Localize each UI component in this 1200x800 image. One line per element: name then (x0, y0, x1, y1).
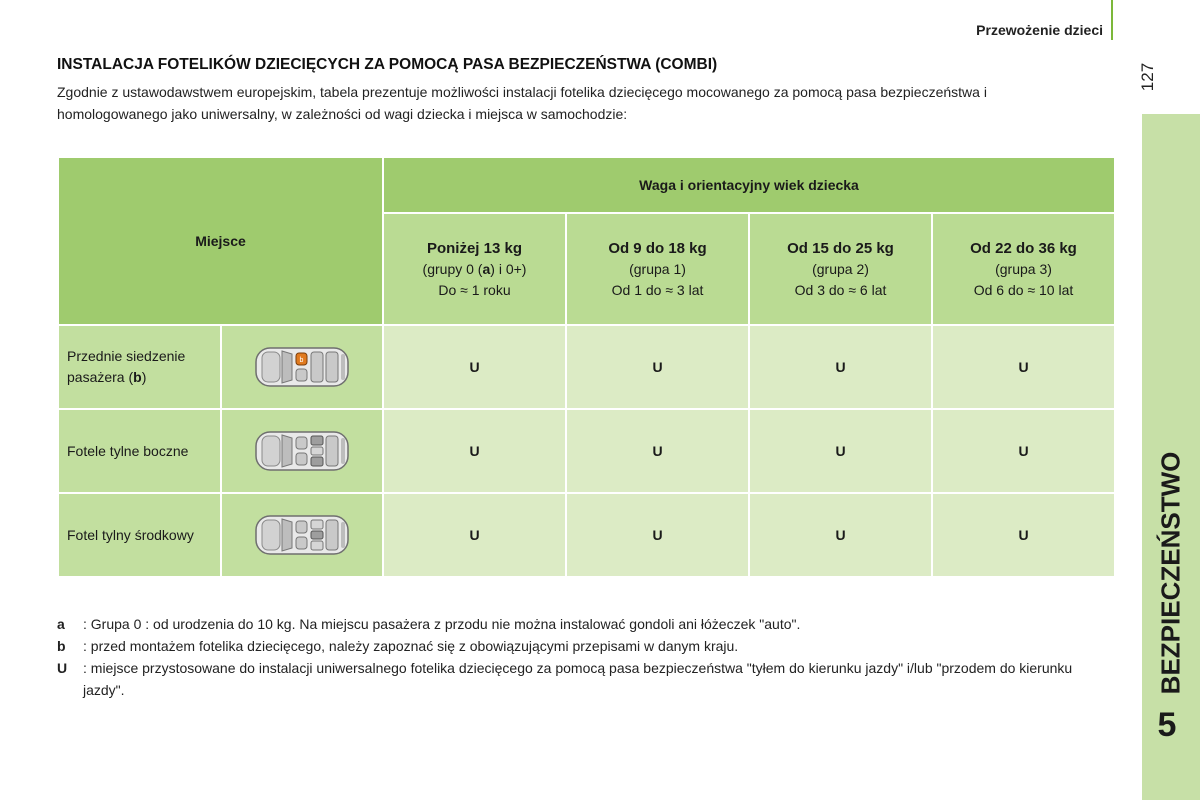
column-header-group-3 (932, 213, 1115, 325)
sidebar-section-label: BEZPIECZEŃSTWO (1155, 451, 1186, 695)
footnote-text: : miejsce przystosowane do instalacji uniwersalnego fotelika dziecięcego za pomocą pasa bezpieczeństwa "tyłem do kierunku jazdy" i/lub "przodem do kierunku jazdy". (83, 660, 1073, 698)
value-cell: U (383, 493, 566, 577)
chapter-number: 5 (1157, 706, 1177, 744)
footnote-key: a (57, 616, 65, 632)
footnote-u (57, 657, 1117, 701)
car-front-seat-icon (252, 345, 352, 389)
column-weight: Od 9 do 18 kg (608, 239, 707, 257)
footnotes (57, 613, 1117, 701)
column-header-group-2 (749, 213, 932, 325)
column-group: (grupa 1) (629, 260, 686, 277)
value-cell: U (932, 325, 1115, 409)
car-rear-side-seats-icon (252, 429, 352, 473)
weight-age-header: Waga i orientacyjny wiek dziecka (383, 157, 1115, 213)
value-cell: U (566, 325, 749, 409)
column-age: Od 6 do ≈ 10 lat (973, 281, 1074, 298)
row-label: Fotel tylny środkowy (58, 493, 221, 577)
table-row-rear-side (58, 409, 1115, 493)
value-cell: U (566, 493, 749, 577)
footnote-key: U (57, 660, 68, 676)
column-group: (grupa 2) (812, 260, 869, 277)
value-cell: U (932, 409, 1115, 493)
column-header-group-1 (566, 213, 749, 325)
header-rule (1111, 0, 1113, 40)
column-weight: Poniżej 13 kg (426, 239, 523, 257)
row-label: Przednie siedzenie pasażera (b) (58, 325, 221, 409)
page-number: 127 (1138, 62, 1157, 92)
footnote-text: : przed montażem fotelika dziecięcego, należy zapoznać się z obowiązującymi przepisami w danym kraju. (83, 638, 739, 654)
value-cell: U (383, 409, 566, 493)
table-row-rear-middle (58, 493, 1115, 577)
footnote-b (57, 635, 1117, 657)
svg-text:b: b (299, 357, 304, 364)
value-cell: U (932, 493, 1115, 577)
footnote-text: : Grupa 0 : od urodzenia do 10 kg. Na miejscu pasażera z przodu nie można instalować gondoli ani łóżeczek "auto". (83, 616, 801, 632)
footnote-a (57, 613, 1117, 635)
column-weight: Od 15 do 25 kg (787, 239, 894, 257)
table-row-front-passenger (58, 325, 1115, 409)
place-header: Miejsce (58, 157, 383, 325)
value-cell: U (749, 493, 932, 577)
column-header-group-0 (383, 213, 566, 325)
footnote-key: b (57, 638, 66, 654)
value-cell: U (749, 409, 932, 493)
page-title: INSTALACJA FOTELIKÓW DZIECIĘCYCH ZA POMOCĄ PASA BEZPIECZEŃSTWA (COMBI) (57, 56, 718, 73)
car-rear-middle-seat-icon (252, 513, 352, 557)
row-label: Fotele tylne boczne (58, 409, 221, 493)
column-group: (grupy 0 (a) i 0+) (422, 260, 527, 277)
column-age: Od 3 do ≈ 6 lat (794, 281, 887, 298)
column-age: Od 1 do ≈ 3 lat (611, 281, 704, 298)
value-cell: U (383, 325, 566, 409)
column-group: (grupa 3) (995, 260, 1052, 277)
column-weight: Od 22 do 36 kg (970, 239, 1077, 257)
value-cell: U (566, 409, 749, 493)
child-seat-table (57, 156, 1116, 578)
column-age: Do ≈ 1 roku (438, 281, 511, 298)
value-cell: U (749, 325, 932, 409)
section-header-title: Przewożenie dzieci (976, 22, 1103, 38)
intro-paragraph: Zgodnie z ustawodawstwem europejskim, tabela prezentuje możliwości instalacji fotelika dziecięcego mocowanego za pomocą pasa bezpieczeństwa i homologowanego jako uniwersalny, w zależności od wagi dziecka i miejsca w samochodzie: (57, 84, 987, 122)
